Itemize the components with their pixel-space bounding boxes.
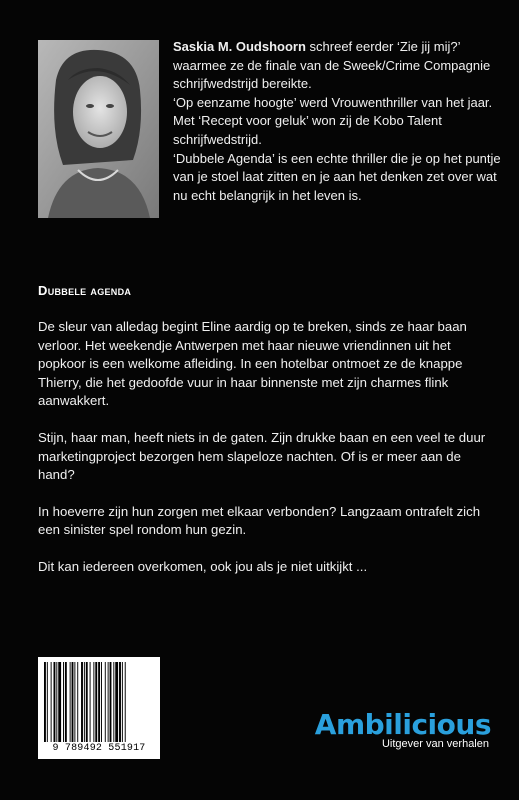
- blurb-paragraph: Dit kan iedereen overkomen, ook jou als je niet uitkijkt ...: [38, 558, 368, 574]
- barcode-bar: [95, 662, 97, 742]
- barcode-bar: [110, 662, 112, 742]
- author-portrait-image: [38, 40, 159, 218]
- barcode-bar: [47, 662, 48, 742]
- barcode-bar: [105, 662, 106, 742]
- barcode-bar: [125, 662, 126, 742]
- isbn-barcode: [38, 657, 160, 759]
- barcode-bar: [72, 662, 74, 742]
- barcode-bar: [44, 662, 46, 742]
- barcode-bar: [122, 662, 123, 742]
- barcode-graphic: [43, 662, 155, 742]
- barcode-bar: [81, 662, 83, 742]
- barcode-bar: [70, 662, 71, 742]
- barcode-bar: [86, 662, 88, 742]
- blurb-paragraph: De sleur van alledag begint Eline aardig op te breken, sinds ze haar baan verloor. Het weekendje Antwerpen met haar nieuwe vriendinnen uit het popkoor is een welkome afleiding. In een hotelbar ontmoet ze de knappe Thierry, die het gedoofde vuur in haar binnenste met zijn charmes flink aanwakkert.: [38, 319, 467, 409]
- barcode-bar: [98, 662, 100, 742]
- barcode-bar: [108, 662, 109, 742]
- barcode-bar: [63, 662, 64, 742]
- barcode-bar: [51, 662, 52, 742]
- barcode-bar: [93, 662, 94, 742]
- barcode-bar: [56, 662, 57, 742]
- barcode-bar: [84, 662, 85, 742]
- bio-paragraph: Saskia M. Oudshoorn schreef eerder ‘Zie jij mij?’ waarmee ze de finale van de Sweek/Crime Compagnie schrijfwedstrijd bereikte.: [173, 39, 491, 92]
- publisher-logo: [315, 710, 491, 750]
- barcode-bar: [113, 662, 114, 742]
- publisher-tagline: Uitgever van verhalen: [381, 738, 489, 750]
- barcode-bar: [115, 662, 118, 742]
- book-title: Dubbele agenda: [38, 283, 132, 298]
- barcode-bar: [119, 662, 121, 742]
- barcode-bar: [54, 662, 56, 742]
- barcode-bar: [65, 662, 67, 742]
- bio-paragraph: ‘Op eenzame hoogte’ werd Vrouwenthriller van het jaar. Met ‘Recept voor geluk’ won zij de Kobo Talent schrijfwedstrijd.: [173, 94, 493, 147]
- book-blurb: [38, 318, 493, 595]
- barcode-bar: [74, 662, 75, 742]
- barcode-bar: [90, 662, 91, 742]
- author-photo: [38, 40, 159, 218]
- author-name: Saskia M. Oudshoorn: [173, 39, 306, 54]
- blurb-paragraph: Stijn, haar man, heeft niets in de gaten. Zijn drukke baan en een veel te duur marketingproject bezorgen hem slapeloze nachten. Of is er meer aan de hand?: [38, 429, 486, 483]
- publisher-name: Ambilicious: [314, 708, 491, 741]
- barcode-bar: [101, 662, 102, 742]
- barcode-bar: [77, 662, 78, 742]
- barcode-bars: [43, 662, 155, 742]
- blurb-paragraph: In hoeverre zijn hun zorgen met elkaar verbonden? Langzaam ontrafelt zich een sinister spel rondom hun gezin.: [38, 503, 481, 538]
- isbn-number: 9 789492 551917: [52, 743, 146, 754]
- barcode-bar: [58, 662, 61, 742]
- bio-paragraph: ‘Dubbele Agenda’ is een echte thriller die je op het puntje van je stoel laat zitten en je aan het denken zet over wat nu echt belangrijk in het leven is.: [173, 150, 501, 203]
- author-bio: [173, 38, 503, 205]
